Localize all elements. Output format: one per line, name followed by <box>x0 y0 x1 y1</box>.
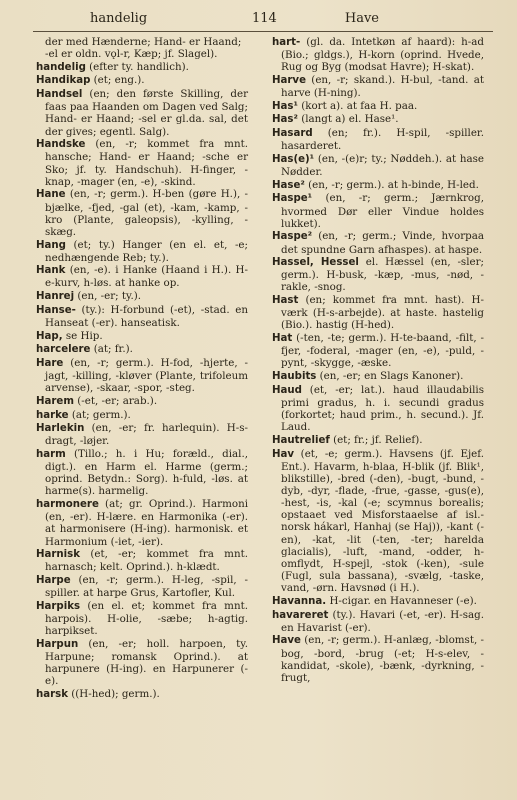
dictionary-entry <box>36 88 248 138</box>
entry-definition: (en; fr.). H-spil, -spiller. hasarderet. <box>281 127 484 153</box>
entry-headword: Hare <box>36 357 64 369</box>
entry-headword: Hap, <box>36 330 63 342</box>
dictionary-entry <box>36 574 248 599</box>
entry-headword: Harpun <box>36 638 79 650</box>
entry-headword: Haud <box>272 384 302 396</box>
entry-definition: (en, -er; ty.). <box>74 290 142 303</box>
entry-headword: Haspe¹ <box>272 193 313 205</box>
entry-headword: hart- <box>272 37 301 48</box>
dictionary-entry <box>272 113 484 126</box>
dictionary-entry <box>36 638 248 688</box>
entry-definition: (ty.). Havari (-et, -er). H-sag. en Havarist (-er). <box>281 608 484 634</box>
entry-definition: (et; eng.). <box>90 74 145 87</box>
entry-headword: Hautrelief <box>272 434 330 446</box>
dictionary-entry <box>36 239 248 264</box>
entry-definition: (-ten, -te; germ.). H-te-baand, -filt, -fjer, -foderal, -mager (en, -e), -puld, -pynt, -skygge, -æske. <box>281 332 484 370</box>
entry-headword: Harpe <box>36 575 71 587</box>
right-column <box>272 36 484 684</box>
entry-headword: harsk <box>36 688 68 700</box>
entry-headword: Hase² <box>272 179 305 191</box>
dictionary-entry <box>272 127 484 152</box>
running-header <box>30 8 487 30</box>
dictionary-entry <box>272 192 484 229</box>
entry-headword: Handsel <box>36 89 83 101</box>
dictionary-entry <box>36 422 248 447</box>
entry-definition: (en, -r; germ.). H-fod, -hjerte, -jagt, -killing, -kløver (Plante, trifoleum arvense), -skaar, -spor, -steg. <box>45 356 248 395</box>
dictionary-entry <box>272 370 484 383</box>
entry-headword: Hat <box>272 333 293 345</box>
dictionary-entry <box>272 384 484 434</box>
entry-headword: Hanse- <box>36 304 76 316</box>
entry-definition: (en, -r; skand.). H-bul, -tand. at harve (H-ning). <box>281 73 484 100</box>
entry-definition: ((H-hed); germ.). <box>68 687 160 700</box>
entry-headword: Have <box>272 635 301 647</box>
dictionary-entry <box>36 264 248 289</box>
entry-definition: (en, -r; germ.; Jærnkrog, hvormed Dør eller Vindue holdes lukket). <box>281 192 484 230</box>
dictionary-entry <box>36 290 248 303</box>
entry-definition: (et, -er; kommet fra mnt. harnasch; kelt. Oprind.). h-klædt. <box>45 548 248 574</box>
page-number: 114 <box>252 11 277 26</box>
dictionary-entry <box>36 600 248 637</box>
dictionary-entry <box>36 688 248 701</box>
dictionary-entry <box>36 357 248 394</box>
entry-headword: Has¹ <box>272 100 298 112</box>
entry-headword: Hav <box>272 448 295 460</box>
entry-headword: harm <box>36 449 66 460</box>
entry-definition: (et, -er; lat.). haud illaudabilis primi gradus, h. i. secundi gradus (forkortet; haud prim., h. secund.). Jf. Laud. <box>281 383 484 434</box>
entry-definition: (en, -(e)r; ty.; Nøddeh.). at hase Nødder. <box>281 152 484 179</box>
entry-definition: (gl. da. Intetkøn af haard): h-ad (Bio.; gldgs.), H-korn (oprind. Hvede, Rug og Byg (modsat Havre); H-skat). <box>281 36 484 74</box>
entry-definition: (en, -er; en Slags Kanoner). <box>316 370 464 383</box>
entry-headword: harcelere <box>36 344 91 356</box>
entry-definition: (en, -r; kommet fra mnt. hansche; Hand- er Haand; -sche er Sko; jf. ty. Handschuh). H-finger, -knap, -mager (en, -e), -skind. <box>45 138 248 188</box>
dictionary-entry <box>36 448 248 498</box>
entry-headword: Harlekin <box>36 423 85 435</box>
entry-headword: Hang <box>36 239 66 251</box>
entry-headword: handelig <box>36 61 86 73</box>
dictionary-entry <box>272 634 484 684</box>
entry-headword: harke <box>36 409 69 421</box>
entry-definition: (en, -r; germ.). at h-binde, H-led. <box>304 178 479 191</box>
dictionary-entry <box>36 330 248 343</box>
entry-definition: (en, -r; germ.). H-leg, -spil, -spiller. at harpe Grus, Kartofler, Kul. <box>45 574 248 600</box>
left-column <box>36 36 248 702</box>
entry-headword: Havanna. <box>272 595 327 607</box>
entry-headword: Harem <box>36 395 74 407</box>
header-rule <box>33 31 493 32</box>
dictionary-entry <box>272 153 484 178</box>
entry-definition: (-et, -er; arab.). <box>73 394 158 407</box>
entry-definition: (at; germ.). <box>68 408 131 421</box>
entry-definition: (efter ty. handlich). <box>85 60 189 73</box>
entry-definition: (en, -e). i Hanke (Haand i H.). H-e-kurv, h-løs. at hanke op. <box>45 264 248 290</box>
entry-headword: Haubits <box>272 371 317 383</box>
dictionary-entry <box>272 179 484 192</box>
header-first-word: handelig <box>90 11 148 26</box>
entry-definition: (en, -er; fr. harlequin). H-s-dragt, -løjer. <box>45 422 248 448</box>
entry-headword: harmonere <box>36 499 99 511</box>
entry-headword: Harnisk <box>36 549 81 561</box>
dictionary-entry <box>36 409 248 422</box>
entry-headword: Hanrej <box>36 291 75 303</box>
dictionary-entry <box>272 74 484 99</box>
entry-headword: Hane <box>36 189 66 201</box>
entry-definition: (at; fr.). <box>90 343 133 356</box>
dictionary-entry <box>272 595 484 608</box>
entry-headword: Harve <box>272 74 306 86</box>
entry-definition: (en; kommet fra mnt. hast). H-værk (H-s-arbejde). at haste. hastelig (Bio.). hastig (H-hed). <box>281 294 484 332</box>
dictionary-entry <box>36 498 248 548</box>
dictionary-entry <box>272 256 484 293</box>
entry-headword: Handske <box>36 139 86 151</box>
entry-definition: (langt a) el. Hase¹. <box>297 113 399 126</box>
entry-definition: (en, -r; germ.; Vinde, hvorpaa det spundne Garn afhaspes). at haspe. <box>281 230 484 256</box>
entry-headword: Hast <box>272 295 299 307</box>
entry-definition: (et; fr.; jf. Relief). <box>329 433 423 446</box>
header-last-word: Have <box>344 11 379 26</box>
dictionary-entry <box>36 74 248 87</box>
dictionary-entry <box>272 448 484 595</box>
dictionary-entry <box>272 36 484 73</box>
entry-definition: (at; gr. Oprind.). Harmoni (en, -er). H-lære. en Harmonika (-er). at harmonisere (H-ing). harmonisk. et Harmonium (-iet, -ier). <box>45 498 248 548</box>
entry-headword: Hasard <box>272 128 313 140</box>
dictionary-entry <box>272 434 484 447</box>
entry-definition: (Tillo.; h. i Hu; foræld., dial., digt.). en Harm el. Harme (germ.; oprind. Betydn.: Sorg). h-fuld, -løs. at harme(s). harmelig. <box>45 448 248 498</box>
dictionary-entry <box>36 343 248 356</box>
entry-definition: (en; den første Skilling, der faas paa Haanden om Dagen ved Salg; Hand- er Haand; -sel er gl.da. sal, det der gives; egentl. Salg). <box>45 88 248 138</box>
dictionary-entry <box>272 609 484 634</box>
dictionary-entry <box>36 188 248 238</box>
dictionary-entry <box>36 61 248 74</box>
entry-definition: (ty.): H-forbund (-et), -stad. en Hanseat (-er). hanseatisk. <box>45 303 248 329</box>
entry-definition: (en, -er; holl. harpoen, ty. Harpune; romansk Oprind.). at harpunere (H-ing). en Harpunerer (-e). <box>45 637 248 688</box>
entry-headword: Harpiks <box>36 600 81 612</box>
entry-definition: se Hip. <box>62 329 103 342</box>
entry-headword: Haspe² <box>272 231 313 243</box>
entry-definition: (en, -r; germ.). H-ben (gøre H.), -bjælke, -fjed, -gal (et), -kam, -kamp, -kro (Plante, galeopsis), -kylling, -skæg. <box>45 188 248 238</box>
dictionary-entry <box>36 304 248 329</box>
dictionary-entry <box>272 230 484 255</box>
entry-definition: (kort a). at faa H. paa. <box>297 99 418 112</box>
entry-definition: H-cigar. en Havanneser (-e). <box>326 594 477 607</box>
entry-headword: Has(e)¹ <box>272 153 315 165</box>
dictionary-entry <box>272 100 484 113</box>
entry-definition: (en el. et; kommet fra mnt. harpois). H-olie, -sæbe; h-agtig. harpikset. <box>45 599 248 638</box>
entry-definition: el. Hæssel (en, -sler; germ.). H-busk, -kæp, -mus, -nød, -rakle, -snog. <box>281 256 484 294</box>
dictionary-entry <box>36 548 248 573</box>
dictionary-entry <box>272 294 484 331</box>
entry-headword: Has² <box>272 114 298 126</box>
entry-headword: Hank <box>36 265 66 277</box>
entry-definition: (et, -e; germ.). Havsens (jf. Ejef. Ent.). Havarm, h-blaa, H-blik (jf. Blik¹, blikstille), -bred (-den), -bugt, -bund, -dyb, -dyr, -flade, -frue, -gasse, -gus(e), -hest, -is, -kal (-e; scymnus borealis; opstaaet ved Misforstaaelse af isl.-norsk hákarl, Hanhaj (se Haj)), -kant (-en), -kat, -lit (-ten, -ter; harelda glacialis), -luft, -mand, -odder, h-omflydt, H-spejl, -stok (-ken), -sule (Fugl, sula bassana), -svælg, -taske, vand, -ørn. Havsnød (i H.). <box>281 447 484 595</box>
entry-definition: (en, -r; germ.). H-anlæg, -blomst, -bog, -bord, -brug (-et; H-s-elev, -kandidat, -skole), -bænk, -dyrkning, -frugt, <box>281 634 484 684</box>
dictionary-entry <box>272 332 484 369</box>
entry-headword: Handikap <box>36 75 91 87</box>
entry-definition: (et; ty.) Hanger (en el. et, -e; nedhængende Reb; ty.). <box>45 238 248 264</box>
dictionary-entry <box>36 36 248 60</box>
dictionary-entry <box>36 138 248 188</box>
entry-headword: havareret <box>272 609 329 621</box>
dictionary-entry <box>36 395 248 408</box>
entry-definition: der med Hænderne; Hand- er Haand; -el er oldn. vǫl-r, Kæp; jf. Slagel). <box>45 36 242 61</box>
entry-headword: Hassel, Hessel <box>272 257 359 269</box>
